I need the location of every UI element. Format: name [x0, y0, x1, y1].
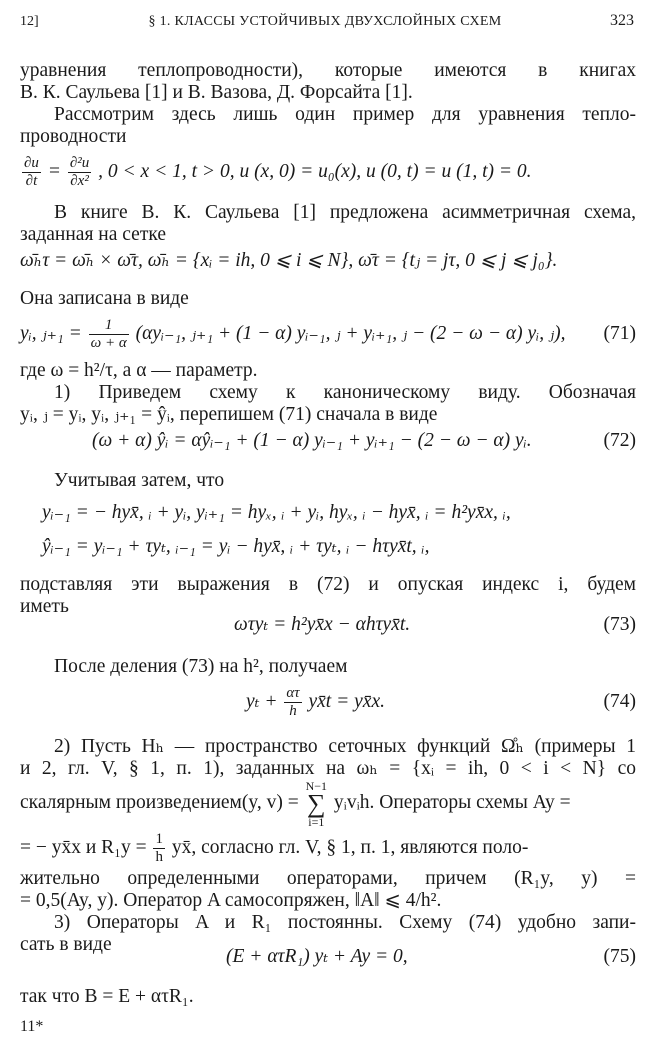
text-line: где ω = h²/τ, а α — параметр.	[20, 360, 258, 381]
text-line: В книге В. К. Саульева [1] предложена асимметричная схема,	[54, 202, 636, 223]
text-line: yᵢ, ⱼ = yᵢ, yᵢ, ⱼ₊₁ = ŷᵢ, перепишем (71) сначала в виде	[20, 404, 438, 425]
summation: N−1 ∑ i=1	[305, 778, 328, 829]
text-line: Рассмотрим здесь лишь один пример для уравнения тепло-	[54, 104, 636, 125]
fraction-71: $\frac{1}{\omega + \alpha}$	[90, 317, 127, 352]
text-line: После деления (73) на h², получаем	[54, 656, 348, 677]
fraction-74: $\frac{\alpha\tau}{h}$	[286, 685, 300, 720]
fraction-d2u-dx2: $\frac{\text{∂²u}}{\text{∂x²}}$	[69, 155, 90, 190]
text-line: 2) Пусть Hₕ — пространство сеточных функций Ω̊ₕ (примеры 1	[54, 736, 636, 757]
text-line: Она записана в виде	[20, 288, 189, 309]
fraction-1-h: $\frac{1}{h}$	[155, 831, 163, 866]
text-line: В. К. Саульева [1] и В. Вазова, Д. Форсайта [1].	[20, 82, 413, 103]
scalar-product-line: скалярным произведением(y, v) = N−1 ∑ i=1 yᵢvᵢh. Операторы схемы Ay =	[20, 778, 571, 829]
text-line: Учитывая затем, что	[54, 470, 225, 491]
text-line: подставляя эти выражения в (72) и опуская индекс i, будем	[20, 574, 636, 595]
text-line: 3) Операторы A и R₁ постоянны. Схему (74) удобно запи-	[54, 912, 636, 933]
heat-equation-conditions: , 0 < x < 1, t > 0, u (x, 0) = u₀(x), u (0, t) = u (1, t) = 0.	[98, 161, 532, 182]
text-line: = 0,5(Ay, y). Оператор A самосопряжен, ‖A‖ ⩽ 4/h².	[20, 890, 442, 911]
equation-74: yₜ + $\frac{\alpha\tau}{h}$ yx̄t = yx̄x. (74)	[20, 682, 636, 722]
text-line: заданная на сетке	[20, 224, 166, 245]
book-page: 12] § 1. КЛАССЫ УСТОЙЧИВЫХ ДВУХСЛОЙНЫХ СХЕМ 323 уравнения теплопроводности), которые имеются в книгах В. К. Саульева [1] и В. Вазова, Д. Форсайта [1]. Рассмотрим здесь лишь один пример для уравнения тепло- проводности $\frac{\partial u}{\partial t}$ = $\frac{\text{∂²u}}{\text{∂x²}}$ , 0 < x < 1, t > 0, u (x, 0) = u₀(x), u (0, t) = u (1, t) = 0. В книге В. К. Саульева [1] предложена асимметричная схема, заданная на сетке ω̄ₕτ = ω̄ₕ × ω̄τ, ω̄ₕ = {xᵢ = ih, 0 ⩽ i ⩽ N}, ω̄τ = {tⱼ = jτ, 0 ⩽ j ⩽ j₀}. Она записана в виде yᵢ, ⱼ₊₁ = $\frac{1}{\omega + \alpha}$ (αyᵢ₋₁, ⱼ₊₁ + (1 − α) yᵢ₋₁, ⱼ + yᵢ₊₁, ⱼ − (2 − ω − α) yᵢ, ⱼ), (71) где ω = h²/τ, а α — параметр. 1) Приведем схему к каноническому виду. Обозначая yᵢ, ⱼ = yᵢ, yᵢ, ⱼ₊₁ = ŷᵢ, перепишем (71) сначала в виде (ω + α) ŷᵢ = αŷᵢ₋₁ + (1 − α) yᵢ₋₁ + yᵢ₊₁ − (2 − ω − α) yᵢ. (72) Учитывая затем, что yᵢ₋₁ = − hyx̄, ᵢ + yᵢ, yᵢ₊₁ = hyₓ, ᵢ + yᵢ, hyₓ, ᵢ − hyx̄, ᵢ = h²yx̄x, ᵢ, ŷᵢ₋₁ = yᵢ₋₁ + τyₜ, ᵢ₋₁ = yᵢ − hyx̄, ᵢ + τyₜ, ᵢ − hτyx̄t, ᵢ, подставляя эти выражения в (72) и опуская индекс i, будем иметь ωτyₜ = h²yx̄x − αhτyx̄t. (73) После деления (73) на h², получаем yₜ + $\frac{\alpha\tau}{h}$ yx̄t = yx̄x. (74) 2) Пусть Hₕ — пространство сеточных функций Ω̊ₕ (примеры 1 и 2, гл. V, § 1, п. 1), заданных на ωₕ = {xᵢ = ih, 0 < i < N} со скалярным произведением(y, v) = N−1 ∑ i=1 yᵢvᵢh. Операторы схемы Ay = = − yx̄x и R₁y = $\frac{1}{h}$ yx̄, согласно гл. V, § 1, п. 1, являются поло- жительно определенными операторами, причем (R₁y, y) = = 0,5(Ay, y). Оператор A самосопряжен, ‖A‖ ⩽ 4/h². 3) Операторы A и R₁ постоянны. Схему (74) удобно запи- сать в виде (E + ατR₁) yₜ + Ay = 0, (75) так что B = E + ατR₁. 11*	[0, 0, 650, 1052]
equation-number: (74)	[603, 691, 636, 712]
text-line: сать в виде	[20, 934, 112, 955]
fraction-du-dt: $\frac{\partial u}{\partial t}$	[24, 155, 39, 190]
equation-number: (71)	[603, 323, 636, 344]
text-line: и 2, гл. V, § 1, п. 1), заданных на ωₕ = {xᵢ = ih, 0 < i < N} со	[20, 758, 636, 779]
signature-mark: 11*	[20, 1018, 44, 1035]
text-line: жительно определенными операторами, причем (R₁y, y) =	[20, 868, 636, 889]
operators-line: = − yx̄x и R₁y = $\frac{1}{h}$ yx̄, согласно гл. V, § 1, п. 1, являются поло-	[20, 831, 529, 866]
equation-71: yᵢ, ⱼ₊₁ = $\frac{1}{\omega + \alpha}$ (αyᵢ₋₁, ⱼ₊₁ + (1 − α) yᵢ₋₁, ⱼ + yᵢ₊₁, ⱼ − (2 − ω − α) yᵢ, ⱼ), (71)	[20, 314, 636, 354]
equation-number: (73)	[603, 614, 636, 635]
equation-number: (72)	[603, 430, 636, 451]
heat-equation: $\frac{\partial u}{\partial t}$ = $\frac{\text{∂²u}}{\text{∂x²}}$ , 0 < x < 1, t > 0, u (x, 0) = u₀(x), u (0, t) = u (1, t) = 0.	[24, 155, 532, 190]
text-line: уравнения теплопроводности), которые имеются в книгах	[20, 60, 636, 81]
header-title: § 1. КЛАССЫ УСТОЙЧИВЫХ ДВУХСЛОЙНЫХ СХЕМ	[148, 14, 502, 29]
equation-number: (75)	[603, 946, 636, 967]
running-header	[0, 10, 650, 36]
text-line: 1) Приведем схему к каноническому виду. Обозначая	[54, 382, 636, 403]
text-line: иметь	[20, 596, 69, 617]
text-line: проводности	[20, 126, 127, 147]
text-line: так что B = E + ατR₁.	[20, 986, 194, 1007]
page-number: 323	[610, 12, 634, 29]
header-chapter-ref: 12]	[20, 14, 39, 29]
